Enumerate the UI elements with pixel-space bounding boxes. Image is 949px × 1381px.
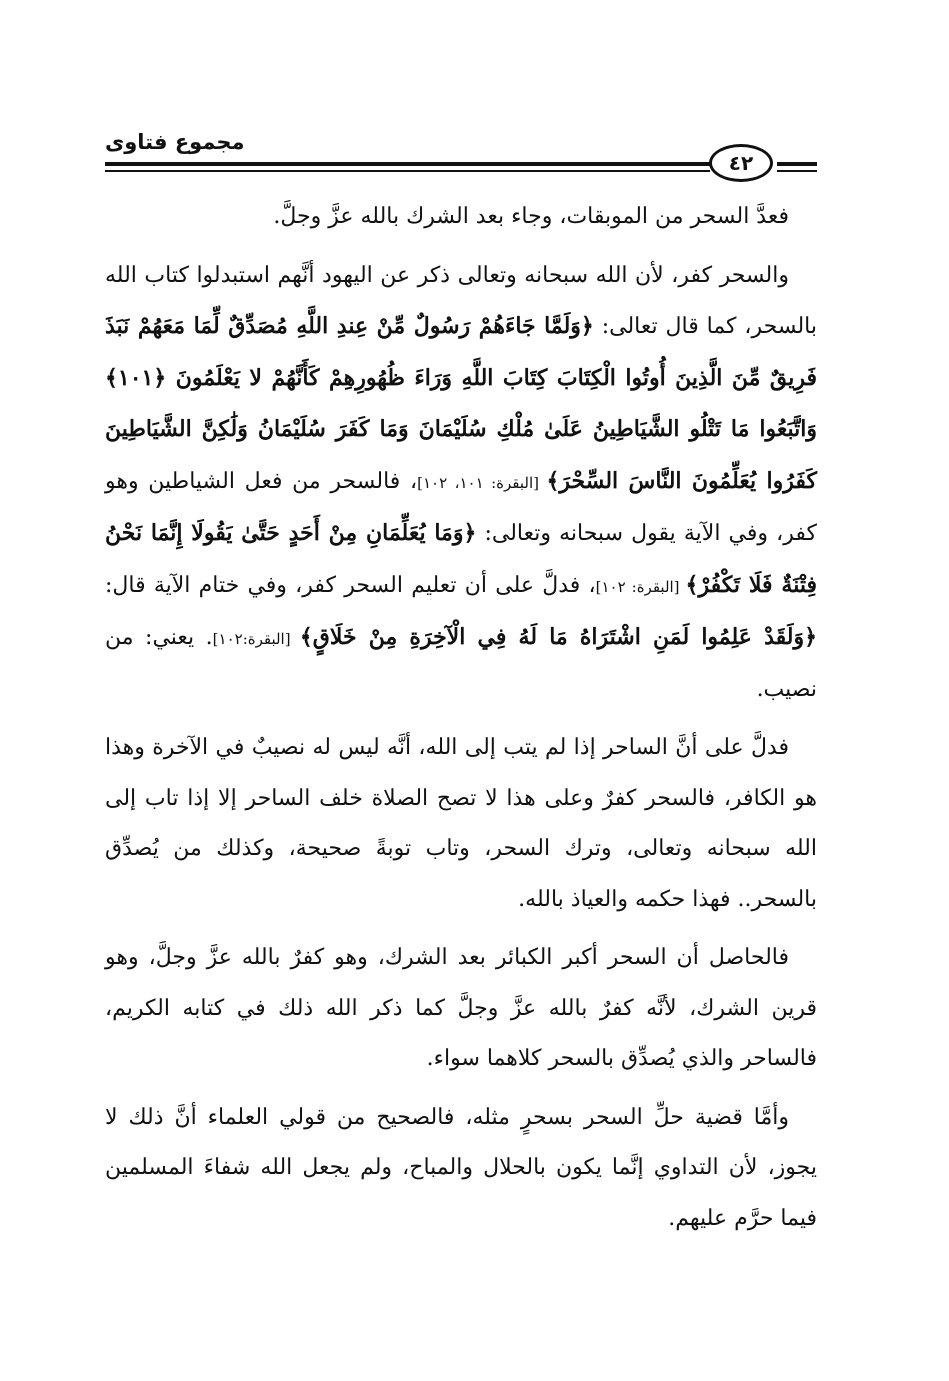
paragraph-text: ، فالسحر من فعل الشياطين وهو كفر، وفي الآية يقول سبحانه وتعالى: bbox=[105, 468, 817, 546]
header-rule-thick bbox=[105, 162, 710, 166]
quran-verse: ﴿وَلَقَدْ عَلِمُوا لَمَنِ اشْتَرَاهُ مَا لَهُ فِي الْآخِرَةِ مِنْ خَلَاقٍ﴾ bbox=[299, 624, 817, 650]
paragraph-text: فعدَّ السحر من الموبقات، وجاء بعد الشرك بالله عزَّ وجلَّ. bbox=[273, 204, 789, 229]
header-rule-right-thin bbox=[777, 170, 817, 172]
verse-reference: [البقرة: ١٠١، ١٠٢] bbox=[417, 473, 547, 492]
header-rule-thin bbox=[105, 170, 710, 172]
quran-verse: ﴿وَمَا يُعَلِّمَانِ مِنْ أَحَدٍ حَتَّىٰ يَقُولَا إِنَّمَا نَحْنُ فِتْنَةٌ فَلَا تَكْفُرْ﴾ bbox=[105, 520, 817, 598]
body-text bbox=[105, 192, 817, 1244]
book-title: مجموع فتاوى bbox=[105, 130, 245, 154]
quran-verse: ﴿وَلَمَّا جَاءَهُمْ رَسُولٌ مِّنْ عِندِ اللَّهِ مُصَدِّقٌ لِّمَا مَعَهُمْ نَبَذَ فَرِيقٌ مِّنَ الَّذِينَ أُوتُوا الْكِتَابَ كِتَابَ اللَّهِ وَرَاءَ ظُهُورِهِمْ كَأَنَّهُمْ لا يَعْلَمُونَ ﴿١٠١﴾ وَاتَّبَعُوا مَا تَتْلُو الشَّيَاطِينُ عَلَىٰ مُلْكِ سُلَيْمَانَ وَمَا كَفَرَ سُلَيْمَانُ وَلَٰكِنَّ الشَّيَاطِينَ كَفَرُوا يُعَلِّمُونَ النَّاسَ السِّحْرَ﴾ bbox=[105, 313, 818, 494]
paragraph bbox=[105, 192, 817, 243]
paragraph bbox=[105, 1093, 817, 1245]
page-number: ٤٢ bbox=[709, 144, 773, 182]
header-rule-right-thick bbox=[777, 162, 817, 166]
paragraph-text: ، فدلَّ على أن تعليم السحر كفر، وفي ختام الآية قال: bbox=[105, 572, 596, 598]
verse-reference: [البقرة:١٠٢] bbox=[212, 630, 300, 648]
paragraph-text: وأمَّا قضية حلِّ السحر بسحرٍ مثله، فالصحيح من قولي العلماء أنَّ ذلك لا يجوز، لأن التداوي إنَّما يكون بالحلال والمباح، ولم يجعل الله شفاءَ المسلمين فيما حرَّم عليهم. bbox=[105, 1104, 817, 1231]
paragraph bbox=[105, 251, 817, 716]
paragraph-text: فدلَّ على أنَّ الساحر إذا لم يتب إلى الله، أنَّه ليس له نصيبٌ في الآخرة وهذا هو الكافر، فالسحر كفرٌ وعلى هذا لا تصح الصلاة خلف الساحر إلا إذا تاب إلى الله سبحانه وتعالى، وترك السحر، وتاب توبةً صحيحة، وكذلك من يُصدِّق بالسحر.. فهذا حكمه والعياذ بالله. bbox=[105, 735, 817, 912]
paragraph bbox=[105, 933, 817, 1085]
paragraph bbox=[105, 723, 817, 925]
paragraph-text: والسحر كفر، لأن الله سبحانه وتعالى ذكر عن اليهود أنَّهم استبدلوا كتاب الله بالسحر، كما قال تعالى: bbox=[105, 262, 817, 339]
paragraph-text: فالحاصل أن السحر أكبر الكبائر بعد الشرك، وهو كفرٌ بالله عزَّ وجلَّ، وهو قرين الشرك، لأنَّه كفرٌ بالله عزَّ وجلَّ كما ذكر الله ذلك في كتابه الكريم، فالساحر والذي يُصدِّق بالسحر كلاهما سواء. bbox=[105, 945, 817, 1071]
verse-reference: [البقرة: ١٠٢] bbox=[595, 577, 686, 596]
paragraph-text: . يعني: من نصيب. bbox=[105, 625, 817, 702]
page-header bbox=[105, 128, 817, 188]
